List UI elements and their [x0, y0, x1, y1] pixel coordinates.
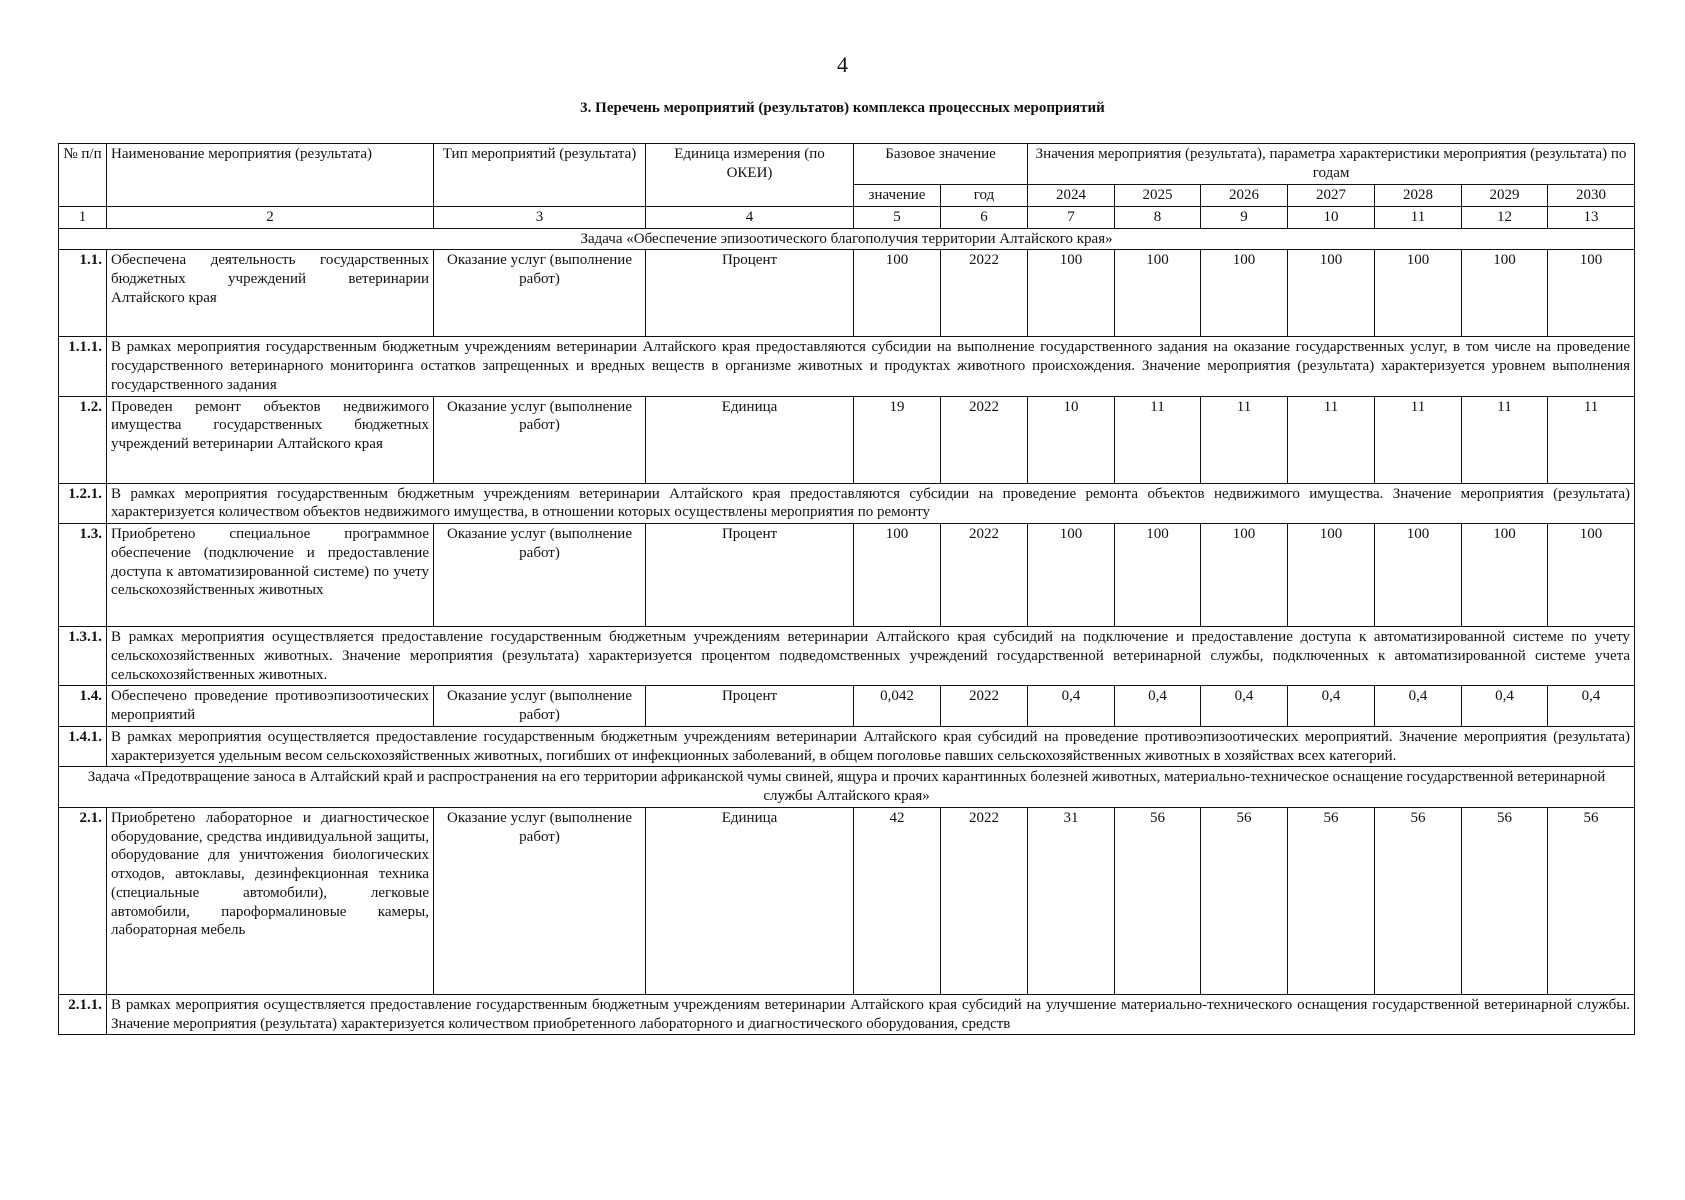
row-value: 100	[1201, 250, 1288, 337]
column-number: 3	[434, 206, 646, 228]
table-row	[59, 396, 1635, 483]
header-values: Значения мероприятия (результата), параметра характеристики мероприятия (результата) по годам	[1028, 144, 1635, 185]
row-value: 11	[1462, 396, 1548, 483]
header-year: 2027	[1288, 185, 1375, 207]
row-value: 100	[1462, 524, 1548, 627]
row-number: 2.1.1.	[59, 994, 107, 1035]
task-row	[59, 767, 1635, 808]
row-type: Оказание услуг (выполнение работ)	[434, 686, 646, 727]
row-base-year: 2022	[941, 807, 1028, 994]
table-row	[59, 483, 1635, 524]
row-value: 100	[1201, 524, 1288, 627]
row-value: 0,4	[1462, 686, 1548, 727]
row-unit: Процент	[646, 250, 854, 337]
row-number: 1.1.	[59, 250, 107, 337]
column-number: 11	[1375, 206, 1462, 228]
header-year: 2029	[1462, 185, 1548, 207]
row-base-year: 2022	[941, 524, 1028, 627]
header-year: 2028	[1375, 185, 1462, 207]
row-value: 11	[1201, 396, 1288, 483]
table-row	[59, 250, 1635, 337]
row-base-year: 2022	[941, 686, 1028, 727]
table-row	[59, 807, 1635, 994]
row-value: 100	[1375, 250, 1462, 337]
column-number-row	[59, 206, 1635, 228]
activities-table	[58, 143, 1635, 1035]
header-type: Тип мероприятий (результата)	[434, 144, 646, 207]
row-value: 100	[1548, 524, 1635, 627]
row-base-value: 0,042	[854, 686, 941, 727]
column-number: 5	[854, 206, 941, 228]
row-unit: Единица	[646, 807, 854, 994]
row-value: 11	[1288, 396, 1375, 483]
header-year: 2026	[1201, 185, 1288, 207]
header-num: № п/п	[59, 144, 107, 207]
task-heading: Задача «Обеспечение эпизоотического благополучия территории Алтайского края»	[59, 228, 1635, 250]
row-value: 56	[1462, 807, 1548, 994]
row-number: 1.4.1.	[59, 726, 107, 767]
header-unit: Единица измерения (по ОКЕИ)	[646, 144, 854, 207]
row-description: В рамках мероприятия государственным бюджетным учреждениям ветеринарии Алтайского края предоставляются субсидии на проведение ремонта объектов недвижимого имущества. Значение мероприятия (результата) характеризуется количеством объектов недвижимого имущества, в отношении которых осуществлены мероприятия по ремонту	[107, 483, 1635, 524]
row-value: 56	[1548, 807, 1635, 994]
row-base-year: 2022	[941, 250, 1028, 337]
row-value: 0,4	[1028, 686, 1115, 727]
row-base-value: 42	[854, 807, 941, 994]
row-unit: Процент	[646, 686, 854, 727]
row-type: Оказание услуг (выполнение работ)	[434, 250, 646, 337]
header-year: 2030	[1548, 185, 1635, 207]
column-number: 4	[646, 206, 854, 228]
column-number: 6	[941, 206, 1028, 228]
page-number: 4	[837, 52, 848, 77]
row-name: Приобретено специальное программное обеспечение (подключение и предоставление доступа к автоматизированной системе) по учету сельскохозяйственных животных	[107, 524, 434, 627]
row-number: 1.1.1.	[59, 337, 107, 396]
row-base-value: 19	[854, 396, 941, 483]
table-row	[59, 994, 1635, 1035]
row-description: В рамках мероприятия осуществляется предоставление государственным бюджетным учреждениям ветеринарии Алтайского края субсидий на проведение противоэпизоотических мероприятий. Значение мероприятия (результата) характеризуется удельным весом сельскохозяйственных животных, погибших от инфекционных заболеваний, в общем поголовье павших сельскохозяйственных животных в хозяйствах всех категорий.	[107, 726, 1635, 767]
row-number: 1.2.1.	[59, 483, 107, 524]
table-row	[59, 627, 1635, 686]
row-name: Обеспечено проведение противоэпизоотических мероприятий	[107, 686, 434, 727]
row-value: 0,4	[1115, 686, 1201, 727]
task-heading: Задача «Предотвращение заноса в Алтайский край и распространения на его территории африканской чумы свиней, ящура и прочих карантинных болезней животных, материально-техническое оснащение государственной ветеринарной службы Алтайского края»	[59, 767, 1635, 808]
column-number: 12	[1462, 206, 1548, 228]
row-value: 100	[1288, 524, 1375, 627]
column-number: 7	[1028, 206, 1115, 228]
column-number: 8	[1115, 206, 1201, 228]
row-value: 100	[1548, 250, 1635, 337]
row-value: 11	[1375, 396, 1462, 483]
table-row	[59, 686, 1635, 727]
row-description: В рамках мероприятия осуществляется предоставление государственным бюджетным учреждениям ветеринарии Алтайского края субсидий на подключение и предоставление доступа к автоматизированной системе по учету сельскохозяйственных животных. Значение мероприятия (результата) характеризуется процентом подведомственных учреждений государственной ветеринарной службы, подключенных к автоматизированной системе учета сельскохозяйственных животных.	[107, 627, 1635, 686]
column-number: 1	[59, 206, 107, 228]
column-number: 10	[1288, 206, 1375, 228]
row-number: 2.1.	[59, 807, 107, 994]
row-value: 100	[1115, 524, 1201, 627]
row-name: Приобретено лабораторное и диагностическое оборудование, средства индивидуальной защиты, оборудование для уничтожения биологических отходов, автоклавы, дезинфекционная техника (специальные автомобили), легковые автомобили, пароформалиновые камеры, лабораторная мебель	[107, 807, 434, 994]
header-sub-value: значение	[854, 185, 941, 207]
row-value: 100	[1028, 524, 1115, 627]
table-row	[59, 726, 1635, 767]
row-value: 100	[1115, 250, 1201, 337]
row-value: 31	[1028, 807, 1115, 994]
row-value: 100	[1375, 524, 1462, 627]
row-base-value: 100	[854, 250, 941, 337]
header-sub-year: год	[941, 185, 1028, 207]
header-name: Наименование мероприятия (результата)	[107, 144, 434, 207]
row-base-year: 2022	[941, 396, 1028, 483]
row-value: 56	[1115, 807, 1201, 994]
row-value: 10	[1028, 396, 1115, 483]
row-value: 0,4	[1201, 686, 1288, 727]
row-number: 1.3.1.	[59, 627, 107, 686]
row-value: 0,4	[1375, 686, 1462, 727]
row-value: 0,4	[1288, 686, 1375, 727]
row-unit: Процент	[646, 524, 854, 627]
row-base-value: 100	[854, 524, 941, 627]
row-value: 100	[1028, 250, 1115, 337]
document-title: 3. Перечень мероприятий (результатов) комплекса процессных мероприятий	[580, 100, 1105, 116]
row-value: 11	[1115, 396, 1201, 483]
row-type: Оказание услуг (выполнение работ)	[434, 807, 646, 994]
table-row	[59, 524, 1635, 627]
row-value: 56	[1375, 807, 1462, 994]
row-number: 1.4.	[59, 686, 107, 727]
row-unit: Единица	[646, 396, 854, 483]
column-number: 13	[1548, 206, 1635, 228]
row-value: 100	[1462, 250, 1548, 337]
row-value: 56	[1201, 807, 1288, 994]
row-name: Проведен ремонт объектов недвижимого имущества государственных бюджетных учреждений ветеринарии Алтайского края	[107, 396, 434, 483]
header-year: 2024	[1028, 185, 1115, 207]
header-base: Базовое значение	[854, 144, 1028, 185]
row-value: 11	[1548, 396, 1635, 483]
row-type: Оказание услуг (выполнение работ)	[434, 524, 646, 627]
header-year: 2025	[1115, 185, 1201, 207]
row-type: Оказание услуг (выполнение работ)	[434, 396, 646, 483]
row-value: 0,4	[1548, 686, 1635, 727]
column-number: 2	[107, 206, 434, 228]
row-value: 100	[1288, 250, 1375, 337]
column-number: 9	[1201, 206, 1288, 228]
row-number: 1.2.	[59, 396, 107, 483]
row-number: 1.3.	[59, 524, 107, 627]
row-value: 56	[1288, 807, 1375, 994]
row-description: В рамках мероприятия государственным бюджетным учреждениям ветеринарии Алтайского края предоставляются субсидии на выполнение государственного задания на оказание государственных услуг, в том числе на проведение государственного ветеринарного мониторинга остатков запрещенных и вредных веществ в организме животных и продуктах животного происхождения. Значение мероприятия (результата) характеризуется уровнем выполнения государственного задания	[107, 337, 1635, 396]
row-description: В рамках мероприятия осуществляется предоставление государственным бюджетным учреждениям ветеринарии Алтайского края субсидий на улучшение материально-технического оснащения государственной ветеринарной службы. Значение мероприятия (результата) характеризуется количеством приобретенного лабораторного и диагностического оборудования, средств	[107, 994, 1635, 1035]
header-row	[59, 144, 1635, 185]
task-row	[59, 228, 1635, 250]
table-row	[59, 337, 1635, 396]
row-name: Обеспечена деятельность государственных бюджетных учреждений ветеринарии Алтайского края	[107, 250, 434, 337]
